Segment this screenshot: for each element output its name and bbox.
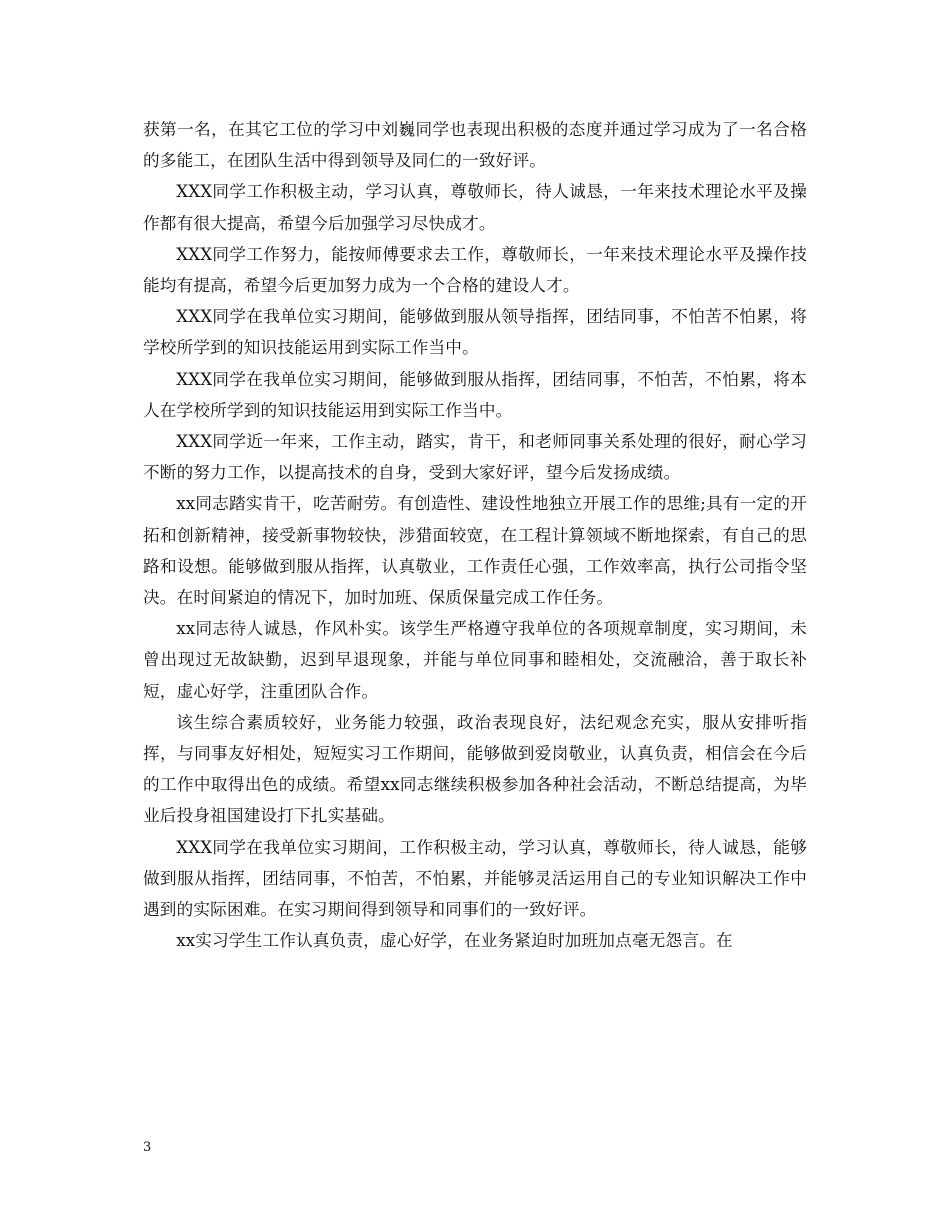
paragraph-9: 该生综合素质较好，业务能力较强，政治表现良好，法纪观念充实，服从安排听指挥，与同事友好相处，短短实习工作期间，能够做到爱岗敬业，认真负责，相信会在今后的工作中取得出色的成绩。希望xx同志继续积极参加各种社会活动，不断总结提高，为毕业后投身祖国建设打下扎实基础。 (143, 712, 807, 826)
paragraph-11: xx实习学生工作认真负责，虚心好学，在业务紧迫时加班加点毫无怨言。在 (176, 931, 733, 951)
paragraph-3: XXX同学工作努力，能按师傅要求去工作，尊敬师长，一年来技术理论水平及操作技能均有提高，希望今后更加努力成为一个合格的建设人才。 (143, 244, 807, 296)
paragraph-2: XXX同学工作积极主动，学习认真，尊敬师长，待人诚恳，一年来技术理论水平及操作都有很大提高，希望今后加强学习尽快成才。 (143, 182, 807, 233)
paragraph-10: XXX同学在我单位实习期间，工作积极主动，学习认真，尊敬师长，待人诚恳，能够做到服从指挥，团结同事，不怕苦，不怕累，并能够灵活运用自己的专业知识解决工作中遇到的实际困难。在实习期间得到领导和同事们的一致好评。 (143, 837, 807, 920)
paragraph-1: 获第一名，在其它工位的学习中刘巍同学也表现出积极的态度并通过学习成为了一名合格的多能工，在团队生活中得到领导及同仁的一致好评。 (143, 120, 807, 171)
paragraph-7: xx同志踏实肯干，吃苦耐劳。有创造性、建设性地独立开展工作的思维;具有一定的开拓和创新精神，接受新事物较快，涉猎面较宽，在工程计算领域不断地探索，有自己的思路和设想。能够做到服从指挥，认真敬业，工作责任心强，工作效率高，执行公司指令坚决。在时间紧迫的情况下，加时加班、保质保量完成工作任务。 (143, 494, 807, 608)
page-number: 3 (143, 1140, 152, 1155)
document-body (143, 114, 807, 956)
paragraph-4: XXX同学在我单位实习期间，能够做到服从领导指挥，团结同事，不怕苦不怕累，将学校所学到的知识技能运用到实际工作当中。 (143, 307, 807, 358)
paragraph-6: XXX同学近一年来，工作主动，踏实，肯干，和老师同事关系处理的很好，耐心学习不断的努力工作，以提高技术的自身，受到大家好评，望今后发扬成绩。 (143, 432, 807, 483)
paragraph-8: xx同志待人诚恳，作风朴实。该学生严格遵守我单位的各项规章制度，实习期间，未曾出现过无故缺勤，迟到早退现象，并能与单位同事和睦相处，交流融洽，善于取长补短，虚心好学，注重团队合作。 (143, 619, 807, 701)
paragraph-5: XXX同学在我单位实习期间，能够做到服从指挥，团结同事，不怕苦，不怕累，将本人在学校所学到的知识技能运用到实际工作当中。 (143, 369, 807, 420)
